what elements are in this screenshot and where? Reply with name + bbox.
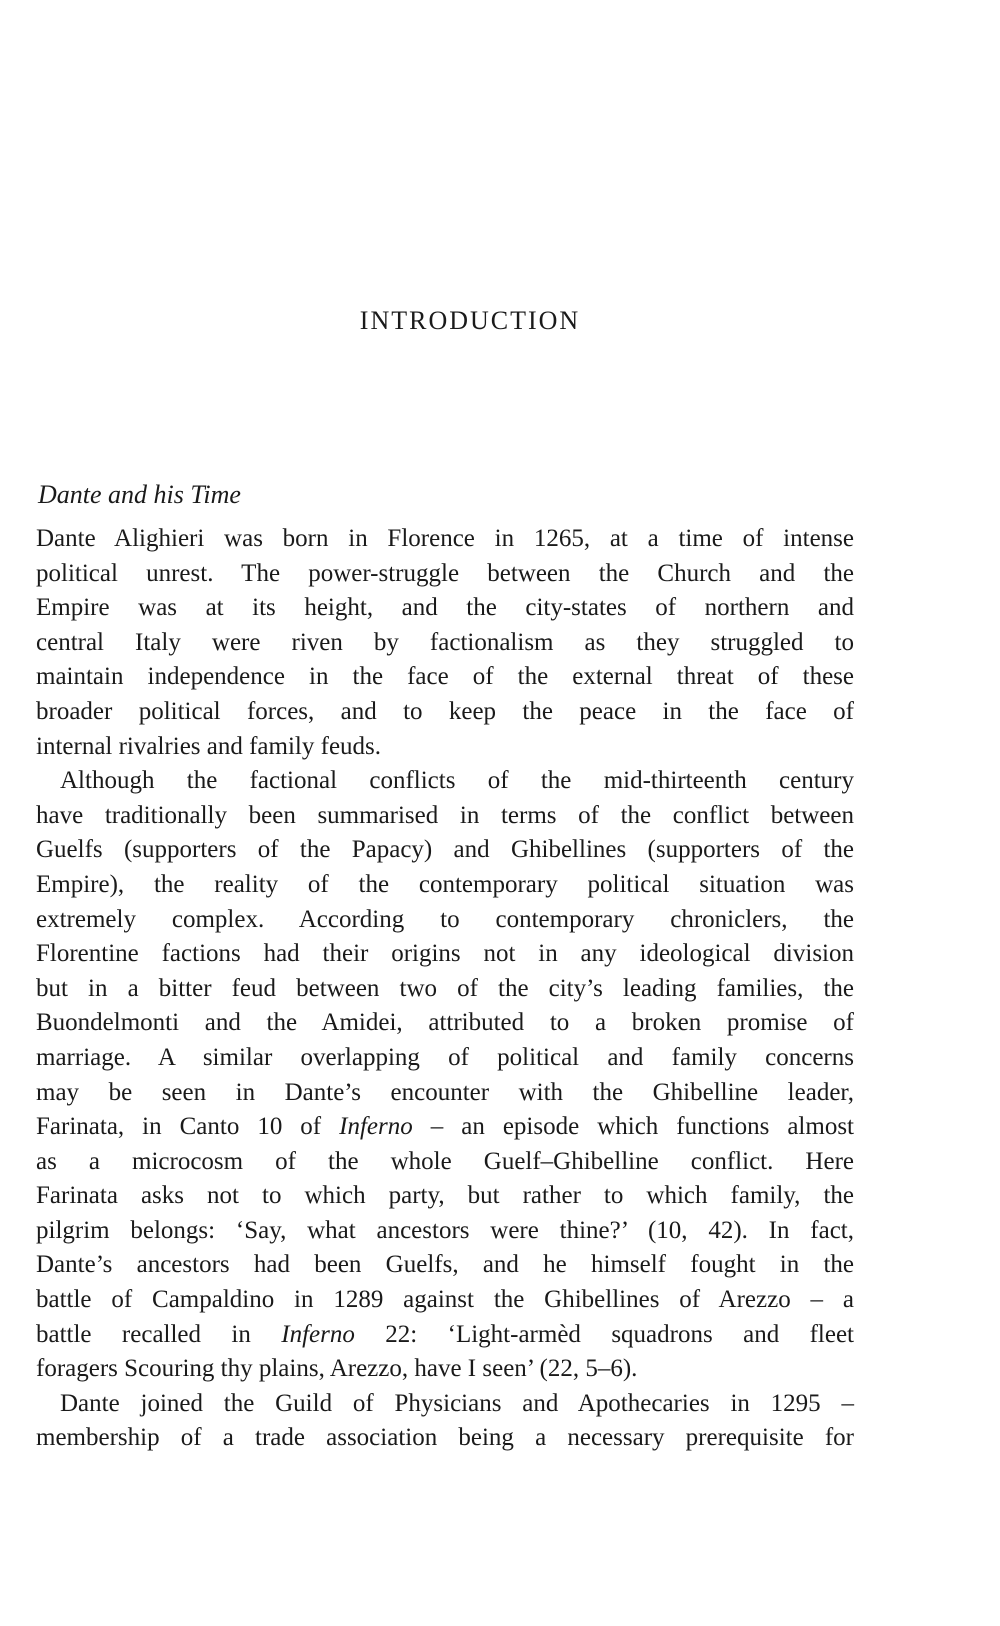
section-heading: Dante and his Time [38, 480, 241, 509]
text-line: Dante Alighieri was born in Florence in 1265, at a time of intense [36, 525, 854, 552]
text-line: central Italy were riven by factionalism as they struggled to [36, 628, 854, 656]
text-line [36, 1110, 854, 1145]
text-segment: Farinata, in Canto 10 of [36, 1113, 340, 1141]
text-line: political unrest. The power-struggle between the Church and the [36, 559, 854, 587]
chapter-title: INTRODUCTION [359, 306, 581, 335]
text-line: Empire), the reality of the contemporary political situation was [36, 870, 854, 898]
text-line: Farinata asks not to which party, but rather to which family, the [36, 1182, 854, 1210]
text-segment: 22: ‘Light-armèd squadrons and fleet [354, 1320, 854, 1348]
text-segment: battle recalled in [36, 1320, 282, 1348]
text-line: Buondelmonti and the Amidei, attributed to a broken promise of [36, 1009, 854, 1037]
text-line: maintain independence in the face of the external threat of these [36, 663, 854, 691]
text-line: have traditionally been summarised in terms of the conflict between [36, 801, 854, 829]
text-line: marriage. A similar overlapping of political and family concerns [36, 1043, 854, 1071]
text-line: Dante joined the Guild of Physicians and Apothecaries in 1295 – [60, 1389, 854, 1417]
text-line: Empire was at its height, and the city-states of northern and [36, 594, 854, 622]
paragraph [36, 522, 854, 764]
text-line: battle of Campaldino in 1289 against the Ghibellines of Arezzo – a [36, 1286, 854, 1314]
text-line: extremely complex. According to contemporary chroniclers, the [36, 905, 854, 933]
text-line: foragers Scouring thy plains, Arezzo, have I seen’ (22, 5–6). [36, 1355, 638, 1383]
text-line [36, 1318, 854, 1353]
text-line: Dante’s ancestors had been Guelfs, and he himself fought in the [36, 1251, 854, 1279]
text-line: broader political forces, and to keep the peace in the face of [36, 697, 854, 725]
text-segment: – an episode which functions almost [412, 1113, 854, 1141]
text-line: Guelfs (supporters of the Papacy) and Ghibellines (supporters of the [36, 836, 854, 864]
body-text [36, 522, 854, 1456]
text-line: internal rivalries and family feuds. [36, 732, 382, 760]
text-line: Florentine factions had their origins not in any ideological division [36, 940, 854, 968]
text-line: Although the factional conflicts of the mid-thirteenth century [60, 767, 854, 795]
paragraph [36, 1387, 854, 1456]
paragraph [36, 764, 854, 1387]
text-line: membership of a trade association being a necessary prerequisite for [36, 1424, 854, 1452]
text-line: pilgrim belongs: ‘Say, what ancestors were thine?’ (10, 42). In fact, [36, 1216, 854, 1244]
italic-title: Inferno [281, 1320, 355, 1348]
italic-title: Inferno [339, 1113, 413, 1141]
text-line: as a microcosm of the whole Guelf–Ghibelline conflict. Here [36, 1147, 854, 1175]
text-line: but in a bitter feud between two of the city’s leading families, the [36, 974, 854, 1002]
text-line: may be seen in Dante’s encounter with the Ghibelline leader, [36, 1078, 854, 1106]
